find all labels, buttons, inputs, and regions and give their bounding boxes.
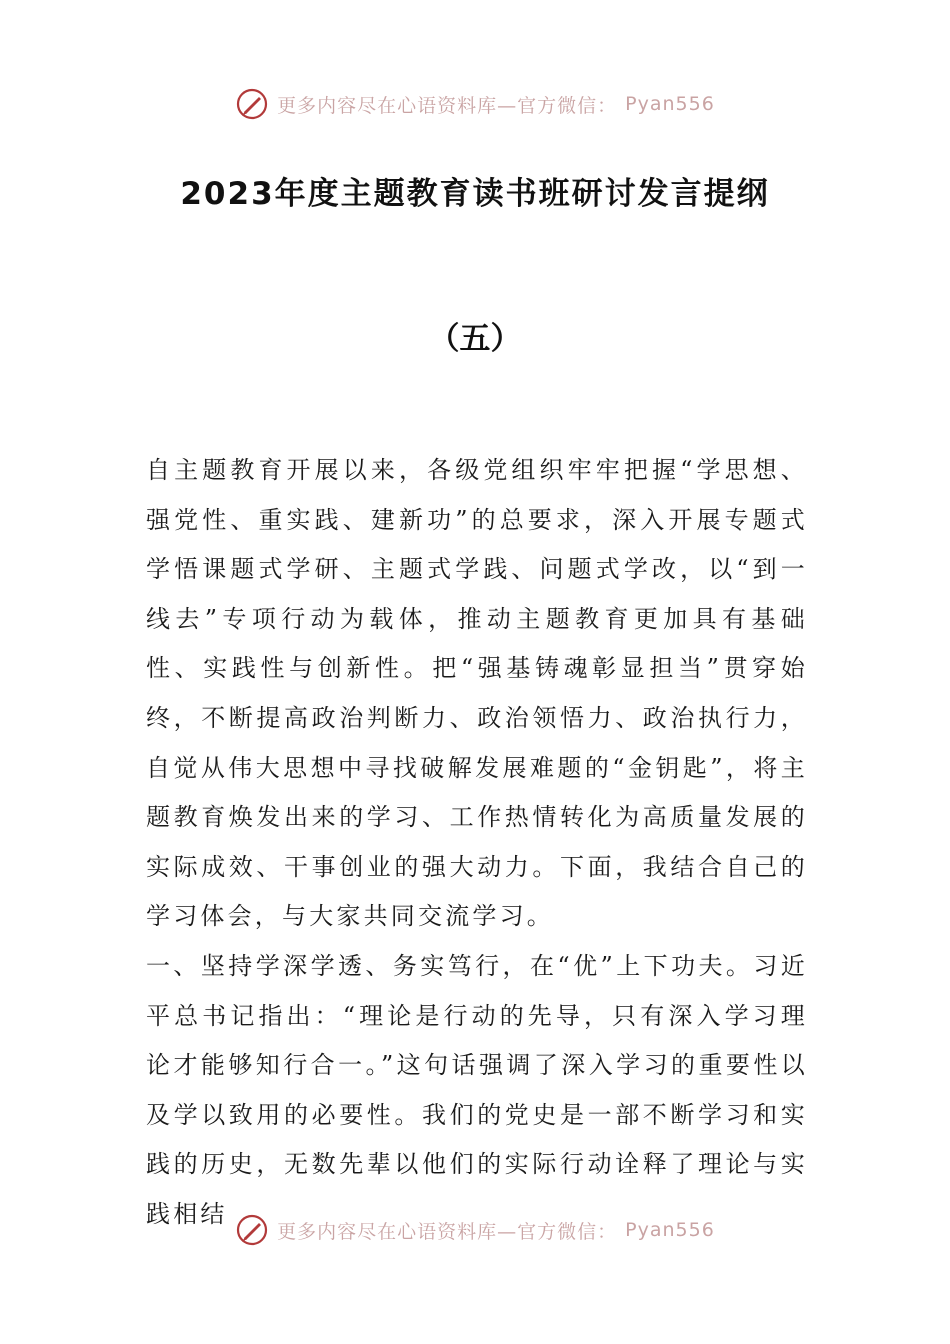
logo-icon: [235, 1213, 269, 1247]
banner-text: 更多内容尽在心语资料库—官方微信：: [277, 94, 618, 117]
banner-wechat-id: Pyan556: [625, 1219, 715, 1241]
watermark-banner-bottom: [0, 1210, 950, 1250]
banner-wechat-id: Pyan556: [625, 93, 715, 115]
banner-text: 更多内容尽在心语资料库—官方微信：: [277, 1220, 618, 1243]
document-title: 2023年度主题教育读书班研讨发言提纲: [180, 176, 770, 212]
paragraph: 自主题教育开展以来，各级党组织牢牢把握“学思想、强党性、重实践、建新功”的总要求，深入开展专题式学悟课题式学研、主题式学践、问题式学改，以“到一线去”专项行动为载体，推动主题教育更加具有基础性、实践性与创新性。把“强基铸魂彰显担当”贯穿始终，不断提高政治判断力、政治领悟力、政治执行力，自觉从伟大思想中寻找破解发展难题的“金钥匙”，将主题教育焕发出来的学习、工作热情转化为高质量发展的实际成效、干事创业的强大动力。下面，我结合自己的学习体会，与大家共同交流学习。: [146, 456, 808, 931]
watermark-banner-top: [0, 84, 950, 124]
document-subtitle: （五）: [428, 321, 522, 357]
logo-icon: [235, 87, 269, 121]
paragraph: 一、坚持学深学透、务实笃行，在“优”上下功夫。习近平总书记指出：“理论是行动的先导，只有深入学习理论才能够知行合一。”这句话强调了深入学习的重要性以及学以致用的必要性。我们的党史是一部不断学习和实践的历史，无数先辈以他们的实际行动诠释了理论与实践相结: [146, 951, 808, 1228]
document-body: [146, 446, 808, 1240]
